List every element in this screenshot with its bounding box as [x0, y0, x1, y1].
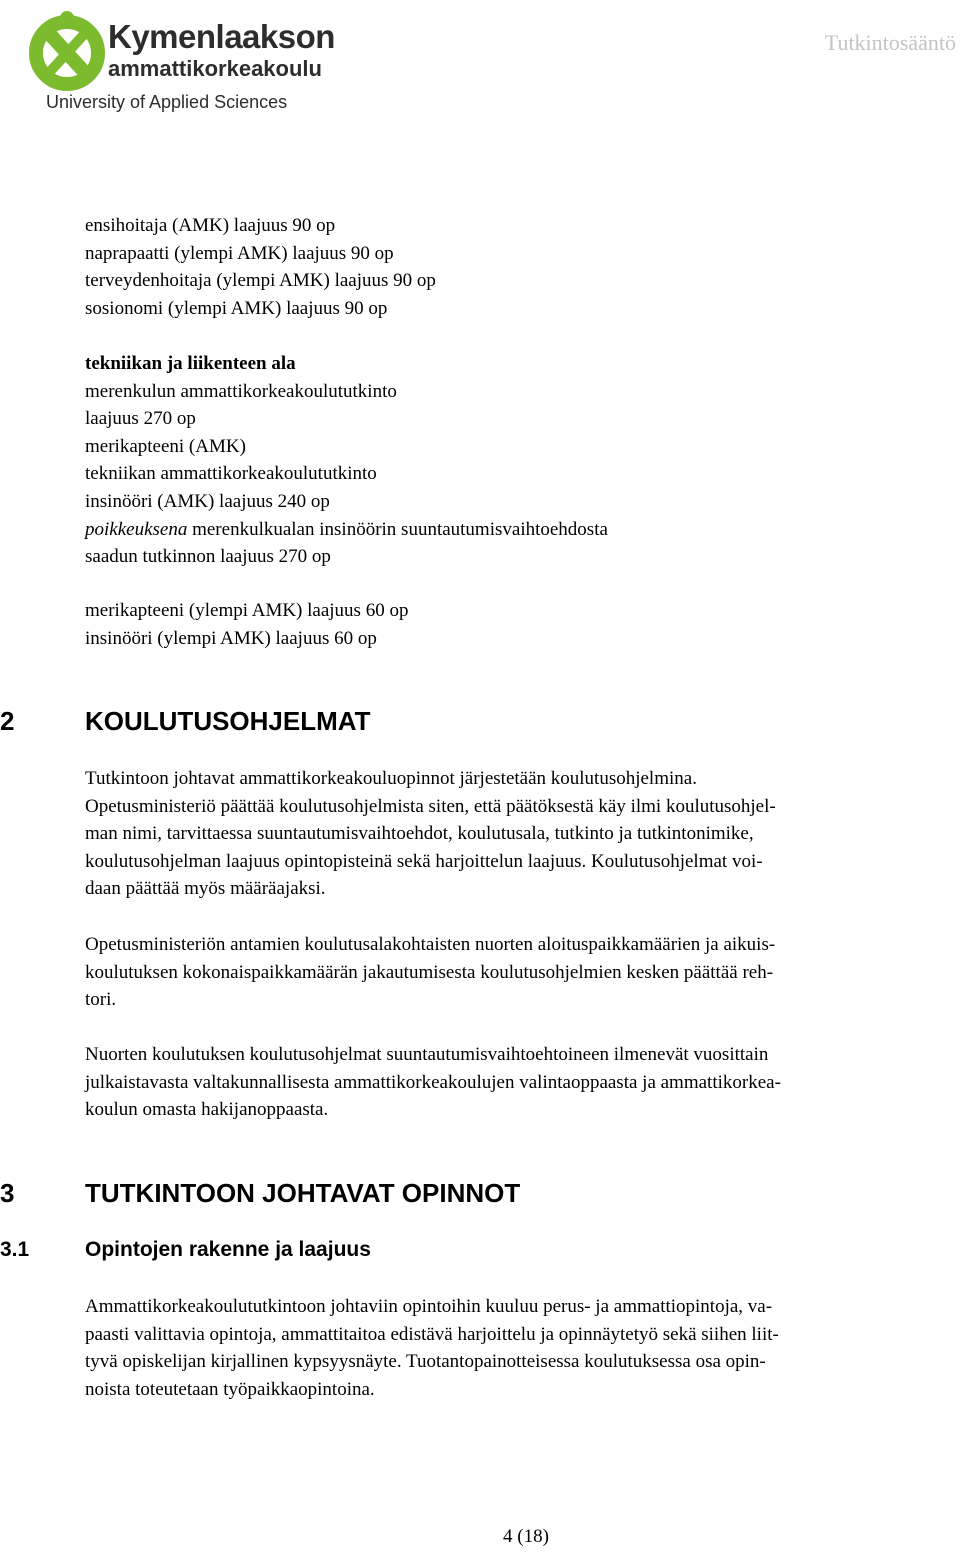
- list-item: naprapaatti (ylempi AMK) laajuus 90 op: [85, 242, 394, 264]
- list-item: sosionomi (ylempi AMK) laajuus 90 op: [85, 297, 388, 319]
- list-item: insinööri (ylempi AMK) laajuus 60 op: [85, 627, 377, 649]
- page-number: 4 (18): [503, 1526, 549, 1547]
- logo-emblem-icon: [28, 10, 106, 96]
- list-item: ensihoitaja (AMK) laajuus 90 op: [85, 215, 336, 236]
- section-title: KOULUTUSOHJELMAT: [85, 706, 371, 736]
- paragraph: [85, 931, 945, 1014]
- degree-list-higher: [85, 597, 945, 652]
- paragraph: [85, 1041, 945, 1124]
- exception-line: [85, 516, 945, 544]
- paragraph-line: noista toteutetaan työpaikkaopintoina.: [85, 1378, 375, 1400]
- paragraph-line: man nimi, tarvittaessa suuntautumisvaihtoehdot, koulutusala, tutkinto ja tutkintonimike,: [85, 823, 754, 844]
- paragraph-line: Opetusministeriö päättää koulutusohjelmista siten, että päätöksestä käy ilmi koulutusohjel-: [85, 795, 776, 817]
- logo-subtitle: ammattikorkeakoulu: [108, 56, 322, 81]
- paragraph-line: tyvä opiskelijan kirjallinen kypsyysnäyte. Tuotantopainotteisessa koulutuksessa osa opin-: [85, 1351, 766, 1372]
- list-item: laajuus 270 op: [85, 408, 196, 430]
- paragraph-line: paasti valittavia opintoja, ammattitaitoa edistävä harjoittelu ja opinnäytetyö sekä siihen liit-: [85, 1323, 779, 1345]
- subsection-title: Opintojen rakenne ja laajuus: [85, 1238, 371, 1261]
- paragraph-line: daan päättää myös määräajaksi.: [85, 878, 326, 899]
- list-item: merikapteeni (ylempi AMK) laajuus 60 op: [85, 600, 409, 621]
- kyamk-logo: [28, 10, 335, 115]
- list-item: merenkulun ammattikorkeakoulututkinto: [85, 380, 397, 402]
- subsection-number: 3.1: [0, 1238, 30, 1261]
- paragraph-line: Tutkintoon johtavat ammattikorkeakouluopinnot järjestetään koulutusohjelmina.: [85, 768, 697, 789]
- logo-title: Kymenlaakson: [108, 18, 335, 55]
- field-heading: tekniikan ja liikenteen ala: [85, 353, 296, 374]
- list-item: terveydenhoitaja (ylempi AMK) laajuus 90 op: [85, 270, 436, 292]
- subsection-heading-3-1: [0, 1238, 371, 1262]
- paragraph-line: Opetusministeriön antamien koulutusalakohtaisten nuorten aloituspaikkamäärien ja aikuis-: [85, 934, 776, 955]
- paragraph-line: koulutuksen kokonaispaikkamäärän jakautumisesta koulutusohjelmien kesken päättää reh-: [85, 961, 774, 983]
- paragraph-line: tori.: [85, 989, 117, 1010]
- list-item: saadun tutkinnon laajuus 270 op: [85, 546, 331, 568]
- degree-list-technology: [85, 350, 945, 571]
- section-title: TUTKINTOON JOHTAVAT OPINNOT: [85, 1178, 521, 1208]
- list-item: tekniikan ammattikorkeakoulututkinto: [85, 463, 377, 485]
- paragraph-line: Nuorten koulutuksen koulutusohjelmat suuntautumisvaihtoehtoineen ilmenevät vuosittain: [85, 1044, 769, 1065]
- paragraph: [85, 765, 945, 903]
- section-heading-3: [0, 1178, 520, 1209]
- paragraph-line: Ammattikorkeakoulututkintoon johtaviin opintoihin kuuluu perus- ja ammattiopintoja, va-: [85, 1296, 773, 1317]
- section-heading-2: [0, 706, 371, 737]
- list-item: merikapteeni (AMK): [85, 435, 246, 457]
- section-number: 3: [0, 1178, 15, 1208]
- paragraph-line: julkaistavasta valtakunnallisesta ammattikorkeakoulujen valintaoppaasta ja ammattikorkea-: [85, 1071, 781, 1093]
- paragraph: [85, 1293, 945, 1403]
- paragraph-line: koulutusohjelman laajuus opintopisteinä sekä harjoittelun laajuus. Koulutusohjelmat voi-: [85, 850, 763, 872]
- list-item: insinööri (AMK) laajuus 240 op: [85, 490, 330, 512]
- section-number: 2: [0, 706, 15, 736]
- exception-text: merenkulkualan insinöörin suuntautumisvaihtoehdosta: [187, 518, 608, 540]
- degree-list-social-health: [85, 212, 945, 322]
- paragraph-line: koulun omasta hakijanoppaasta.: [85, 1099, 329, 1120]
- document-title-label: Tutkintosääntö: [824, 30, 956, 55]
- logo-tagline: University of Applied Sciences: [46, 92, 288, 112]
- exception-keyword: poikkeuksena: [85, 518, 188, 540]
